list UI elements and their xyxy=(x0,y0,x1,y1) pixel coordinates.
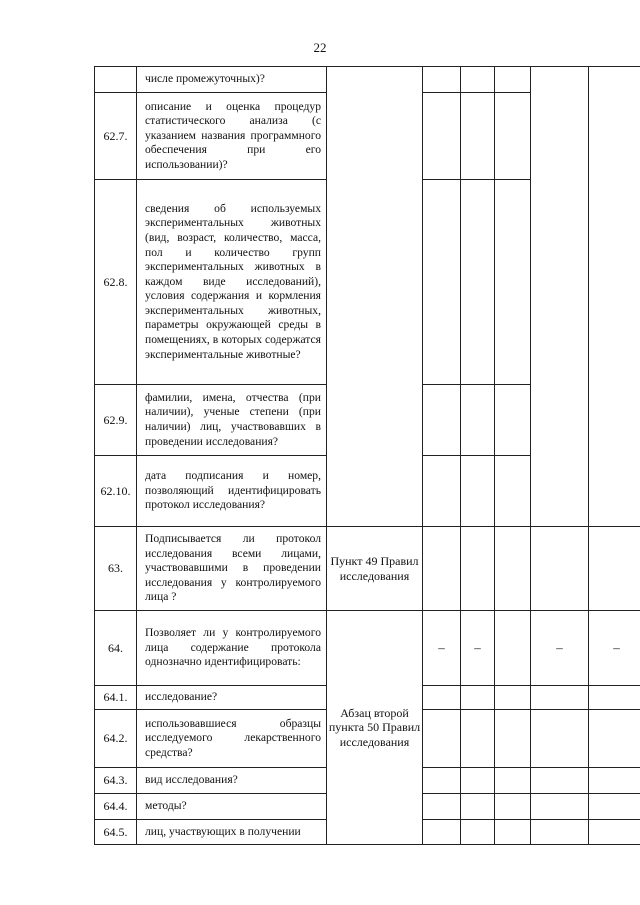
answer-cell-na[interactable] xyxy=(495,93,531,180)
answer-cell-yes[interactable] xyxy=(423,768,461,794)
answer-cell-note[interactable] xyxy=(531,686,589,710)
answer-cell-comment[interactable] xyxy=(589,820,640,845)
answer-cell-comment[interactable] xyxy=(589,710,640,768)
row-number: 64.3. xyxy=(95,768,137,794)
question-text: числе промежуточных)? xyxy=(137,67,327,93)
answer-cell-na[interactable] xyxy=(495,794,531,820)
table-row xyxy=(95,527,640,611)
answer-cell-no[interactable] xyxy=(461,527,495,611)
answer-cell-yes[interactable] xyxy=(423,456,461,527)
answer-cell-yes[interactable] xyxy=(423,686,461,710)
answer-cell-na[interactable] xyxy=(495,820,531,845)
answer-cell-no[interactable] xyxy=(461,768,495,794)
question-text: описание и оценка процедур статистического анализа (с указанием названия программного обеспечения при его использовании)? xyxy=(137,93,327,180)
answer-cell-na[interactable] xyxy=(495,456,531,527)
answer-cell-comment[interactable] xyxy=(589,768,640,794)
question-text: сведения об используемых экспериментальных животных (вид, возраст, количество, масса, пол и количество групп экспериментальных животных в каждом виде исследований), условия содержания и кормления экспериментальных животных, параметры окружающей среды в помещениях, в которых содержатся экспериментальные животные? xyxy=(137,180,327,385)
answer-cell-na[interactable] xyxy=(495,710,531,768)
answer-cell-no[interactable] xyxy=(461,180,495,385)
dash-mark: – xyxy=(423,611,461,686)
row-number xyxy=(95,67,137,93)
question-text: лиц, участвующих в получении xyxy=(137,820,327,845)
dash-mark: – xyxy=(531,611,589,686)
answer-cell-no[interactable] xyxy=(461,385,495,456)
answer-cell-note[interactable] xyxy=(531,794,589,820)
answer-cell-no[interactable] xyxy=(461,67,495,93)
dash-mark: – xyxy=(461,611,495,686)
answer-cell-yes[interactable] xyxy=(423,385,461,456)
answer-cell-note[interactable] xyxy=(531,820,589,845)
row-number: 62.10. xyxy=(95,456,137,527)
row-number: 64.1. xyxy=(95,686,137,710)
question-text: Позволяет ли у контролируемого лица содержание протокола однозначно идентифицировать: xyxy=(137,611,327,686)
question-text: методы? xyxy=(137,794,327,820)
answer-cell-no[interactable] xyxy=(461,820,495,845)
answer-cell-yes[interactable] xyxy=(423,710,461,768)
reference-cell-empty xyxy=(327,67,423,527)
answer-cell-yes[interactable] xyxy=(423,180,461,385)
question-text: дата подписания и номер, позволяющий идентифицировать протокол исследования? xyxy=(137,456,327,527)
answer-cell-comment[interactable] xyxy=(589,67,640,527)
answer-cell-yes[interactable] xyxy=(423,67,461,93)
answer-cell-na[interactable] xyxy=(495,768,531,794)
question-text: Подписывается ли протокол исследования всеми лицами, участвовавшими в проведении исследования у контролируемого лица ? xyxy=(137,527,327,611)
answer-cell-no[interactable] xyxy=(461,93,495,180)
row-number: 63. xyxy=(95,527,137,611)
question-text: исследование? xyxy=(137,686,327,710)
row-number: 64.4. xyxy=(95,794,137,820)
row-number: 62.9. xyxy=(95,385,137,456)
answer-cell-na[interactable] xyxy=(495,180,531,385)
answer-cell-na[interactable] xyxy=(495,527,531,611)
answer-cell-note[interactable] xyxy=(531,527,589,611)
row-number: 62.7. xyxy=(95,93,137,180)
answer-cell-comment[interactable] xyxy=(589,686,640,710)
page-number: 22 xyxy=(313,40,327,55)
checklist-table xyxy=(94,66,640,845)
answer-cell-no[interactable] xyxy=(461,686,495,710)
answer-cell-no[interactable] xyxy=(461,456,495,527)
answer-cell-yes[interactable] xyxy=(423,93,461,180)
dash-mark: – xyxy=(589,611,640,686)
answer-cell-na[interactable] xyxy=(495,686,531,710)
answer-cell-na[interactable] xyxy=(495,67,531,93)
answer-cell-comment[interactable] xyxy=(589,527,640,611)
answer-cell-note[interactable] xyxy=(531,67,589,527)
row-number: 62.8. xyxy=(95,180,137,385)
answer-cell-comment[interactable] xyxy=(589,794,640,820)
table-row xyxy=(95,611,640,686)
question-text: фамилии, имена, отчества (при наличии), ученые степени (при наличии) лиц, участвовавших в проведении исследования? xyxy=(137,385,327,456)
question-text: использовавшиеся образцы исследуемого лекарственного средства? xyxy=(137,710,327,768)
answer-cell-na[interactable] xyxy=(495,385,531,456)
answer-cell-yes[interactable] xyxy=(423,527,461,611)
answer-cell-yes[interactable] xyxy=(423,794,461,820)
reference-punkt-50: Абзац второй пункта 50 Правил исследования xyxy=(327,611,423,845)
answer-cell-no[interactable] xyxy=(461,710,495,768)
answer-cell-yes[interactable] xyxy=(423,820,461,845)
answer-cell-na[interactable] xyxy=(495,611,531,686)
answer-cell-note[interactable] xyxy=(531,768,589,794)
row-number: 64.5. xyxy=(95,820,137,845)
row-number: 64. xyxy=(95,611,137,686)
row-number: 64.2. xyxy=(95,710,137,768)
table-row xyxy=(95,67,640,93)
question-text: вид исследования? xyxy=(137,768,327,794)
answer-cell-no[interactable] xyxy=(461,794,495,820)
reference-punkt-49: Пункт 49 Правил исследования xyxy=(327,527,423,611)
answer-cell-note[interactable] xyxy=(531,710,589,768)
